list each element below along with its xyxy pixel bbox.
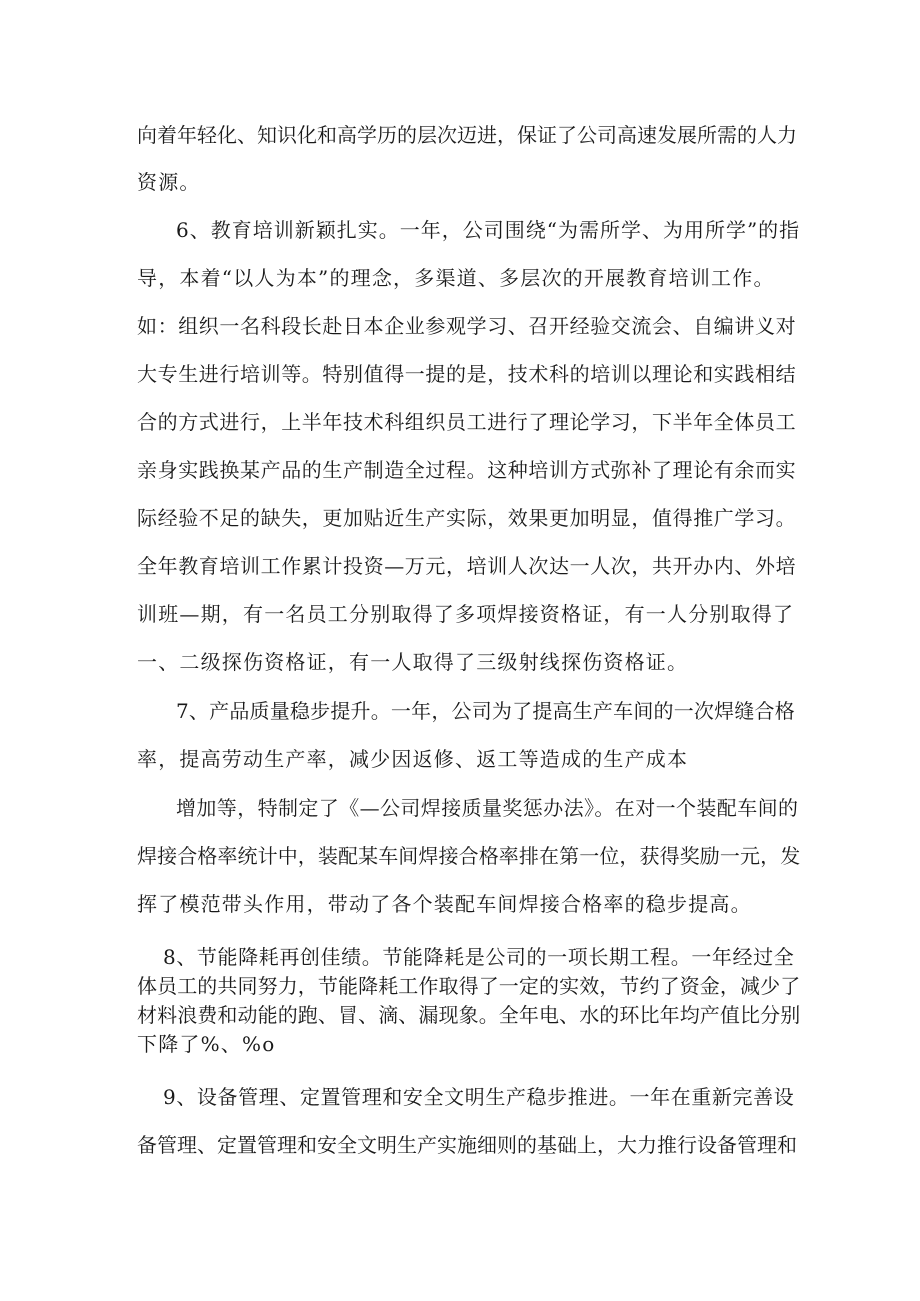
text-line: 焊接合格率统计中，装配某车间焊接合格率排在第一位，获得奖励一元，发 [137,844,801,868]
text-line: 际经验不足的缺失，更加贴近生产实际，效果更加明显，值得推广学习。 [137,506,797,530]
text-line: 导，本着“以人为本”的理念，多渠道、多层次的开展教育培训工作。 [137,266,775,290]
text-line: 大专生进行培训等。特别值得一提的是，技术科的培训以理论和实践相结 [137,362,797,386]
text-line: 备管理、定置管理和安全文明生产实施细则的基础上，大力推行设备管理和 [137,1133,797,1157]
text-line: 资源。 [137,170,201,194]
text-line: 向着年轻化、知识化和高学历的层次迈进，保证了公司高速发展所需的人力 [137,123,797,147]
text-line: 7、产品质量稳步提升。一年，公司为了提高生产车间的一次焊缝合格 [176,699,795,723]
text-line: 如：组织一名科段长赴日本企业参观学习、召开经验交流会、自编讲义对 [137,314,797,338]
text-line: 增加等，特制定了《—公司焊接质量奖惩办法》。在对一个装配车间的 [176,796,799,820]
text-line: 8、节能降耗再创佳绩。节能降耗是公司的一项长期工程。一年经过全 [163,945,795,969]
text-line: 挥了模范带头作用，带动了各个装配车间焊接合格率的稳步提高。 [137,892,752,916]
text-line: 训班—期，有一名员工分别取得了多项焊接资格证，有一人分别取得了 [137,602,795,626]
text-line: 下降了%、%o [137,1032,276,1056]
text-line: 亲身实践换某产品的生产制造全过程。这种培训方式弥补了理论有余而实 [137,458,797,482]
text-line: 6、教育培训新颖扎实。一年，公司围绕“为需所学、为用所学”的指 [176,218,801,242]
text-line: 率，提高劳动生产率，减少因返修、返工等造成的生产成本 [137,747,689,771]
text-line: 合的方式进行，上半年技术科组织员工进行了理论学习，下半年全体员工 [137,410,797,434]
text-line: 9、设备管理、定置管理和安全文明生产稳步推进。一年在重新完善设 [163,1085,795,1109]
text-line: 体员工的共同努力，节能降耗工作取得了一定的实效，节约了资金，减少了 [137,974,801,998]
text-line: 一、二级探伤资格证，有一人取得了三级射线探伤资格证。 [137,650,689,674]
text-line: 材料浪费和动能的跑、冒、滴、漏现象。全年电、水的环比年均产值比分别 [137,1003,801,1027]
text-line: 全年教育培训工作累计投资—万元，培训人次达一人次，共开办内、外培 [137,554,797,578]
